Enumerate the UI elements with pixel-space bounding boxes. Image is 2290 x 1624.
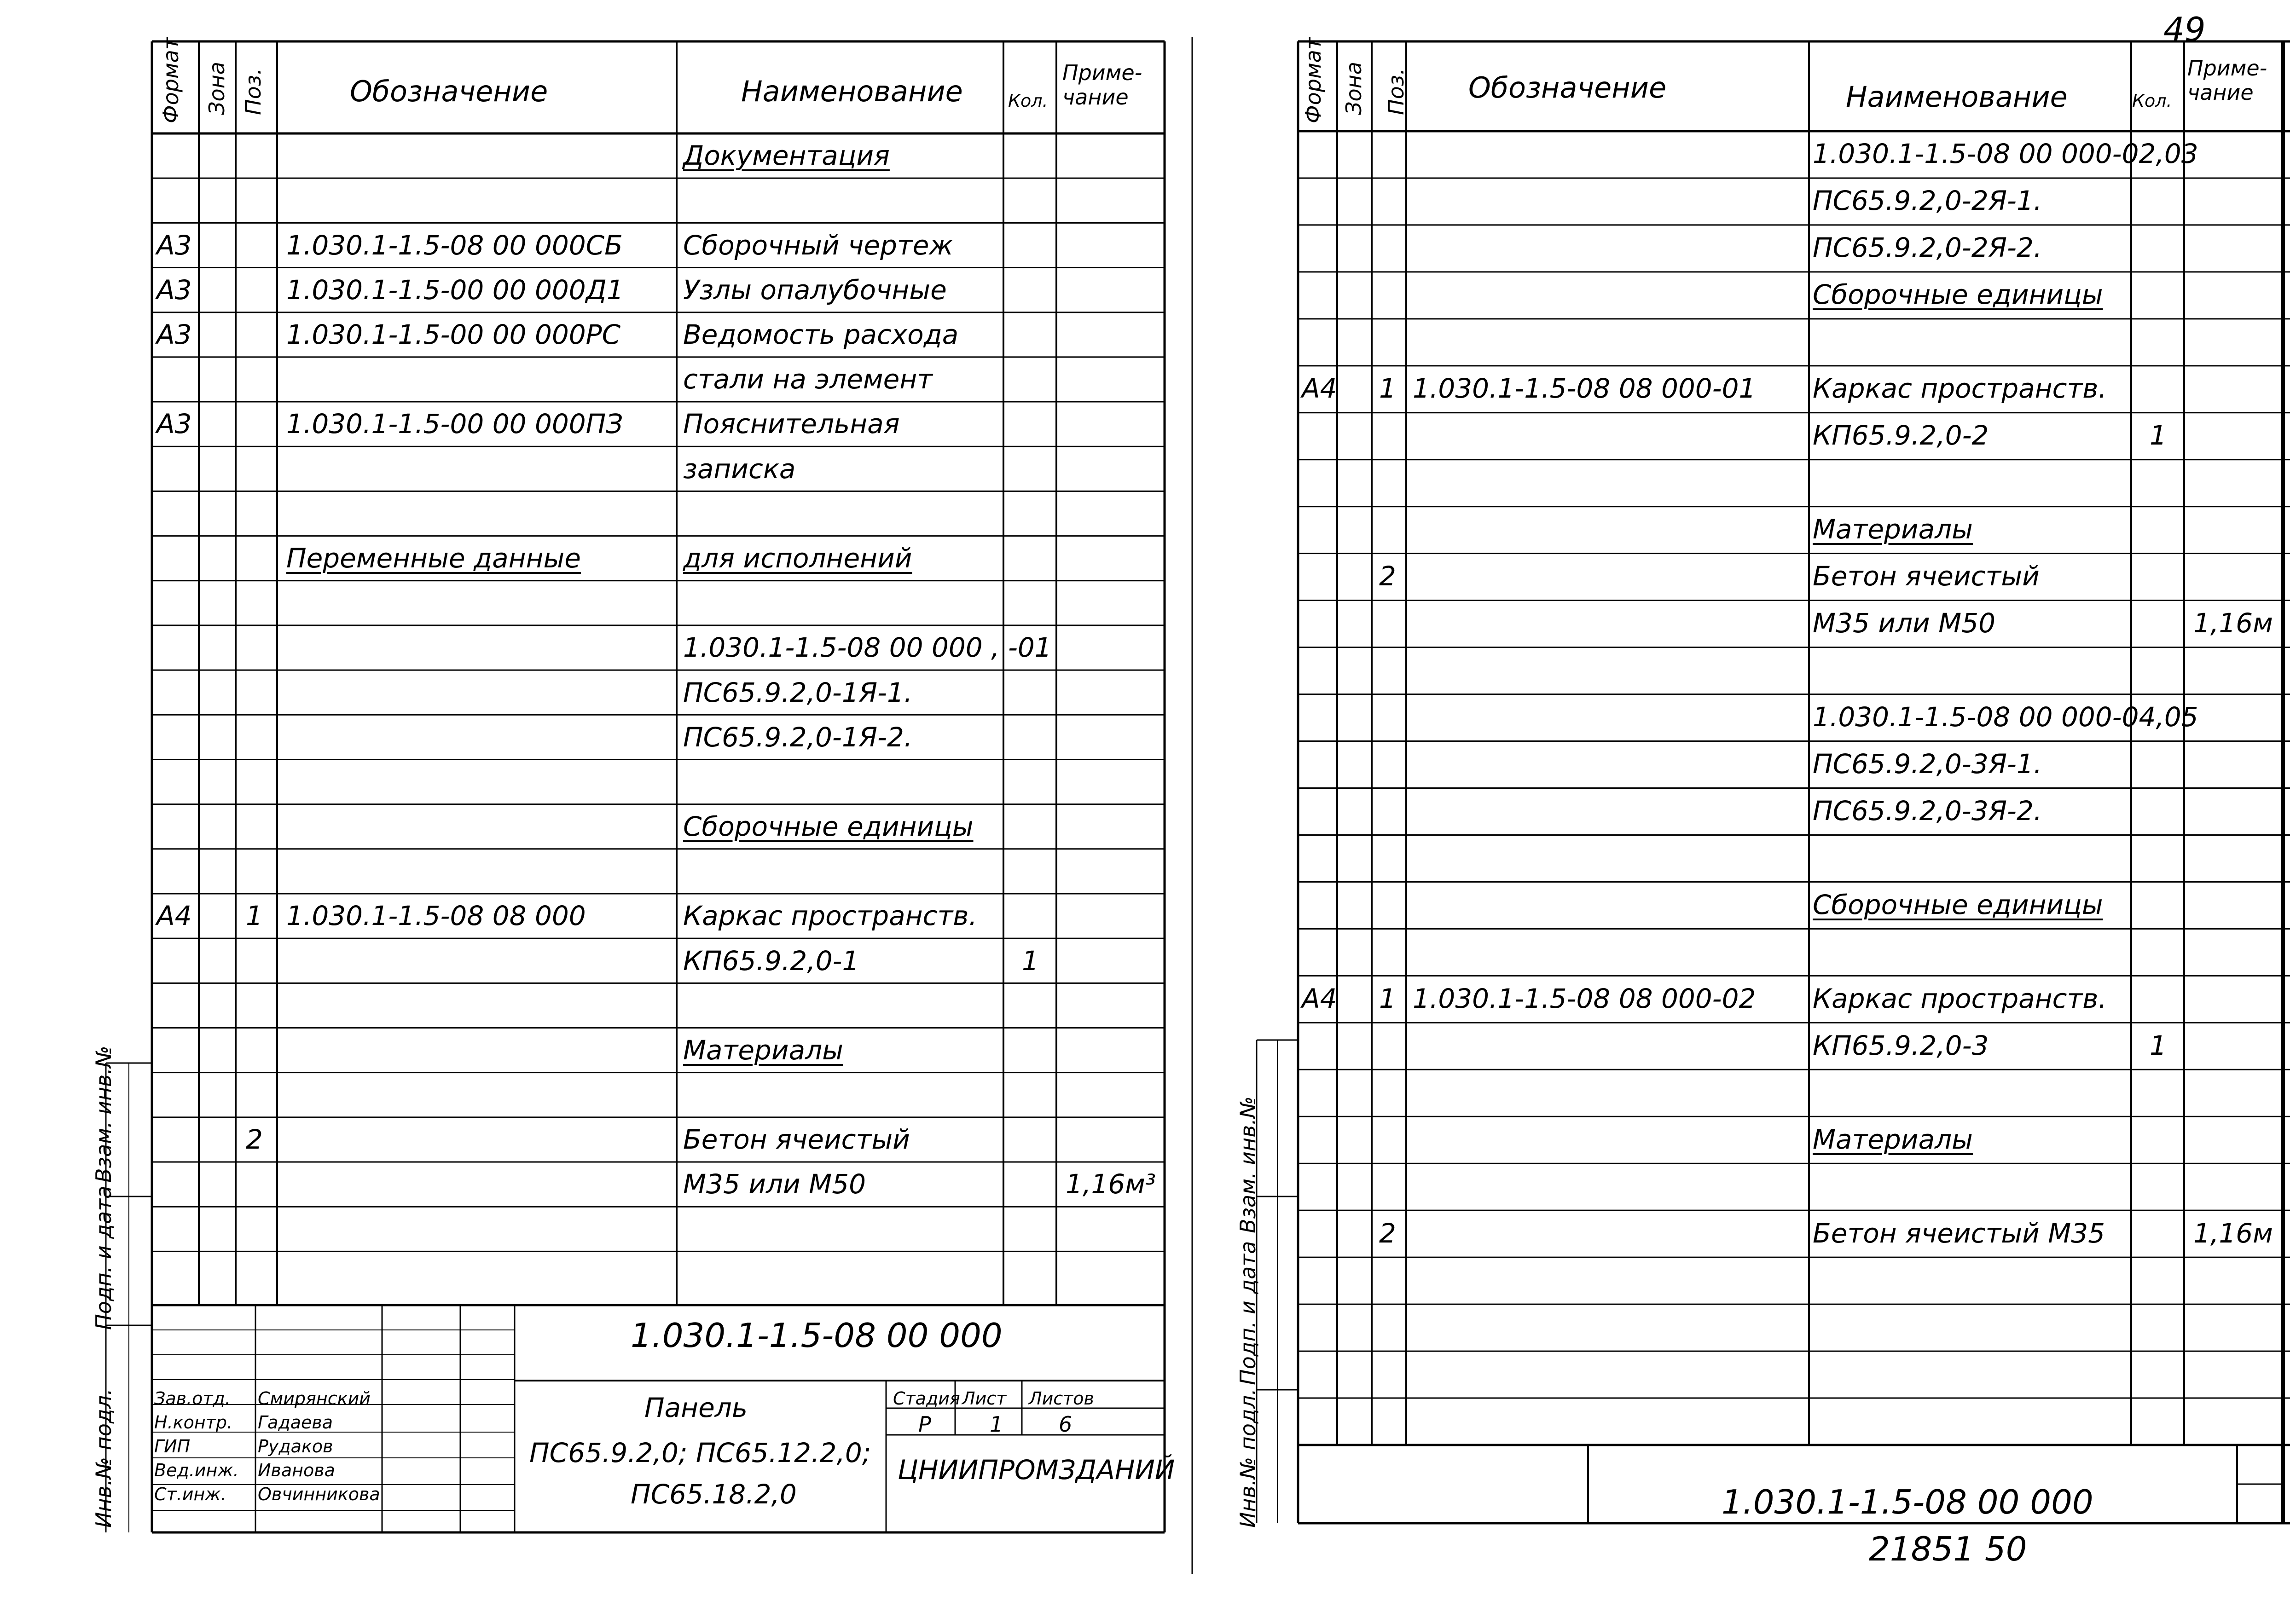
- right-row-name: Материалы: [1813, 1123, 1973, 1155]
- left-row-name: ПС65.9.2,0-1Я-2.: [683, 721, 913, 753]
- right-row-name: Бетон ячеистый М35: [1813, 1217, 2105, 1249]
- left-product-line2: ПС65.18.2,0: [631, 1479, 797, 1510]
- right-row-note: 1,16м: [2193, 1217, 2273, 1249]
- right-row-name: Каркас пространств.: [1813, 982, 2107, 1014]
- right-row-name: 1.030.1-1.5-08 00 000-04,05: [1813, 701, 2198, 733]
- left-name-3: Иванова: [258, 1460, 335, 1480]
- right-row-name: Сборочные единицы: [1813, 889, 2103, 920]
- right-row-format: А4: [1302, 982, 1337, 1014]
- right-row-format: А4: [1302, 373, 1337, 405]
- left-role-4: Ст.инж.: [154, 1484, 226, 1504]
- left-product-label: Панель: [644, 1392, 748, 1423]
- left-row-name: для исполнений: [683, 543, 912, 574]
- left-role-0: Зав.отд.: [154, 1388, 231, 1409]
- right-row-name: Сборочные единицы: [1813, 279, 2103, 311]
- left-row-note: 1,16м³: [1066, 1168, 1156, 1200]
- left-row-format: А3: [157, 319, 192, 351]
- left-product-line1: ПС65.9.2,0; ПС65.12.2,0;: [529, 1437, 871, 1468]
- right-stamp-inv-orig: Инв.№ подл.: [1235, 1388, 1260, 1528]
- left-row-name: Бетон ячеистый: [683, 1124, 910, 1156]
- sheet-number-top: 49: [2163, 10, 2206, 49]
- right-stamp-instead-inv: Взам. инв.№: [1235, 1096, 1260, 1233]
- right-header-zone: Зона: [1341, 62, 1366, 115]
- right-row-name: ПС65.9.2,0-3Я-1.: [1813, 748, 2042, 780]
- left-sheets-value: 6: [1059, 1412, 1073, 1437]
- right-row-designation: 1.030.1-1.5-08 08 000-02: [1413, 982, 1756, 1014]
- right-row-designation: 1.030.1-1.5-08 08 000-01: [1413, 373, 1756, 405]
- right-row-pos: 1: [1379, 982, 1396, 1014]
- left-row-name: М35 или М50: [683, 1168, 866, 1200]
- left-row-designation: 1.030.1-1.5-08 00 000СБ: [286, 229, 623, 261]
- left-header-note: Приме- чание: [1062, 60, 1142, 110]
- right-row-name: КП65.9.2,0-2: [1813, 420, 1989, 451]
- left-row-format: А3: [157, 274, 192, 306]
- left-name-1: Гадаева: [258, 1412, 333, 1433]
- left-sheets-label: Листов: [1029, 1388, 1094, 1409]
- left-stamp-inv-orig: Инв.№ подл.: [91, 1388, 116, 1528]
- right-header-note: Приме- чание: [2187, 56, 2267, 105]
- right-row-name: М35 или М50: [1813, 607, 1996, 639]
- left-row-designation: 1.030.1-1.5-00 00 000РС: [286, 319, 621, 351]
- left-row-name: записка: [683, 453, 796, 485]
- right-title-code: 1.030.1-1.5-08 00 000: [1722, 1483, 2093, 1521]
- left-name-4: Овчинникова: [258, 1484, 380, 1504]
- right-row-pos: 2: [1379, 561, 1396, 592]
- left-row-pos: 1: [246, 900, 263, 932]
- right-header-qty: Кол.: [2132, 91, 2172, 111]
- left-role-3: Вед.инж.: [154, 1460, 239, 1480]
- left-row-name: Узлы опалубочные: [683, 274, 947, 306]
- left-row-name: КП65.9.2,0-1: [683, 945, 859, 977]
- left-row-name: Каркас пространств.: [683, 900, 977, 932]
- left-header-format: Формат: [158, 37, 183, 123]
- left-stage-label: Стадия: [893, 1388, 960, 1409]
- left-row-name: 1.030.1-1.5-08 00 000 , -01: [683, 632, 1052, 664]
- left-header-name: Наименование: [741, 75, 963, 108]
- left-row-name: Ведомость расхода: [683, 319, 959, 351]
- left-name-0: Смирянский: [258, 1388, 371, 1409]
- right-row-pos: 2: [1379, 1217, 1396, 1249]
- left-header-designation: Обозначение: [350, 75, 548, 108]
- left-row-name: ПС65.9.2,0-1Я-1.: [683, 676, 913, 708]
- left-row-name: Материалы: [683, 1034, 843, 1066]
- left-row-name: Сборочные единицы: [683, 811, 974, 843]
- left-name-2: Рудаков: [258, 1436, 333, 1456]
- left-row-designation: 1.030.1-1.5-00 00 000Д1: [286, 274, 624, 306]
- right-header-name: Наименование: [1846, 80, 2068, 114]
- right-row-name: Каркас пространств.: [1813, 373, 2107, 405]
- left-row-name: стали на элемент: [683, 364, 933, 395]
- left-header-pos: Поз.: [241, 68, 266, 115]
- left-row-format: А3: [157, 408, 192, 440]
- right-row-name: ПС65.9.2,0-2Я-2.: [1813, 232, 2042, 264]
- right-header-designation: Обозначение: [1468, 71, 1667, 104]
- left-stamp-sign-date: Подп. и дата: [91, 1185, 116, 1330]
- right-stamp-sign-date: Подп. и дата: [1235, 1241, 1260, 1385]
- right-row-qty: 1: [2150, 420, 2167, 451]
- left-row-name: Пояснительная: [683, 408, 900, 440]
- left-title-code: 1.030.1-1.5-08 00 000: [631, 1316, 1003, 1355]
- right-row-name: 1.030.1-1.5-08 00 000-02,03: [1813, 138, 2198, 170]
- right-row-qty: 1: [2150, 1029, 2167, 1061]
- left-row-designation: Переменные данные: [286, 543, 581, 574]
- right-header-format: Формат: [1301, 37, 1326, 123]
- right-header-pos: Поз.: [1384, 68, 1409, 115]
- left-header-zone: Зона: [204, 62, 229, 115]
- footer-numbers: 21851 50: [1869, 1530, 2027, 1568]
- left-row-format: А4: [157, 900, 192, 932]
- left-row-designation: 1.030.1-1.5-08 08 000: [286, 900, 586, 932]
- left-org: ЦНИИПРОМЗДАНИЙ: [898, 1454, 1175, 1485]
- right-row-name: ПС65.9.2,0-3Я-2.: [1813, 795, 2042, 826]
- right-row-name: Материалы: [1813, 514, 1973, 545]
- left-row-name: Сборочный чертеж: [683, 229, 953, 261]
- left-row-format: А3: [157, 229, 192, 261]
- left-row-qty: 1: [1022, 945, 1039, 977]
- left-role-1: Н.контр.: [154, 1412, 233, 1433]
- left-stage-value: Р: [918, 1412, 931, 1437]
- right-row-name: Бетон ячеистый: [1813, 561, 2040, 592]
- left-role-2: ГИП: [154, 1436, 191, 1456]
- left-sheet-label: Лист: [962, 1388, 1007, 1409]
- left-row-designation: 1.030.1-1.5-00 00 000ПЗ: [286, 408, 623, 440]
- right-row-name: КП65.9.2,0-3: [1813, 1029, 1989, 1061]
- left-sheet-value: 1: [990, 1412, 1003, 1437]
- right-row-name: ПС65.9.2,0-2Я-1.: [1813, 185, 2042, 217]
- left-stamp-instead-inv: Взам. инв.№: [91, 1046, 116, 1183]
- left-row-pos: 2: [246, 1124, 263, 1156]
- left-row-name: Документация: [683, 140, 890, 172]
- left-header-qty: Кол.: [1008, 91, 1048, 111]
- right-row-pos: 1: [1379, 373, 1396, 405]
- right-row-note: 1,16м: [2193, 607, 2273, 639]
